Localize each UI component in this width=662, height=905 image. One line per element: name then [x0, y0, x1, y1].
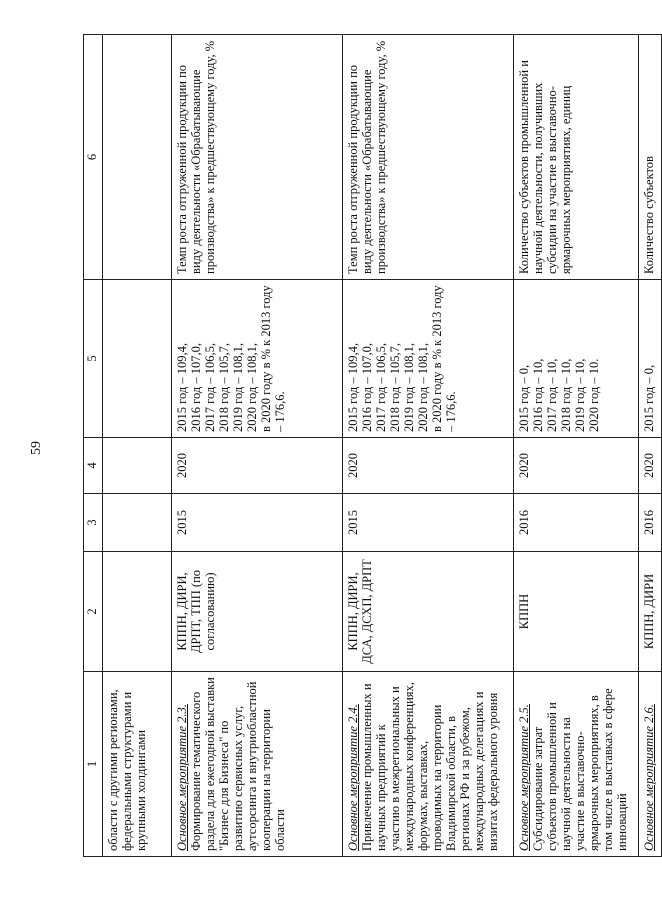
- end-year-cell: 2020: [343, 438, 514, 494]
- measure-title: Основное мероприятие 2.4.: [346, 704, 360, 851]
- end-year-cell: 2020: [639, 438, 662, 494]
- end-year-cell: 2020: [514, 438, 639, 494]
- start-year-cell: 2016: [639, 494, 662, 552]
- header-col-4: 4: [84, 438, 103, 494]
- value-line: 2015 год – 0,: [642, 364, 656, 432]
- value-line: в 2020 году в % к 2013 году – 176,6.: [430, 285, 458, 432]
- value-line: 2020 год – 108,1,: [416, 343, 430, 432]
- indicator-cell: Количество субъектов: [639, 35, 662, 280]
- rotated-table-container: [83, 35, 656, 857]
- executors-cell: КППН, ДИРИ: [639, 552, 662, 672]
- measures-table: [83, 34, 662, 857]
- measure-text: Привлечение промышленных и научных предприятий к участию в межрегиональных и международных конференциях, форумах, выставках, проводимых на территории Владимирской области, в регионах РФ и за рубежом, международных делегациях и визитах федерального уровня: [360, 682, 500, 851]
- start-year-cell: 2015: [343, 494, 514, 552]
- value-line: 2016 год – 107,0,: [360, 343, 374, 432]
- executors-cell: [103, 552, 172, 672]
- value-line: 2019 год – 10,: [573, 358, 587, 432]
- header-row: [84, 35, 103, 857]
- values-cell: [172, 280, 343, 438]
- indicator-cell: Темп роста отгруженной продукции по виду деятельности «Обрабатывающие производства» к предшествующему году, %: [172, 35, 343, 280]
- values-cell: [103, 280, 172, 438]
- value-line: 2016 год – 10,: [531, 358, 545, 432]
- indicator-cell: [103, 35, 172, 280]
- value-line: 2019 год – 108,1,: [231, 343, 245, 432]
- start-year-cell: 2016: [514, 494, 639, 552]
- indicator-cell: Количество субъектов промышленной и научной деятельности, получивших субсидии на участие в выставочно-ярмарочных мероприятиях, единиц: [514, 35, 639, 280]
- value-line: 2016 год – 107,0,: [189, 343, 203, 432]
- start-year-cell: 2015: [172, 494, 343, 552]
- header-col-2: 2: [84, 552, 103, 672]
- table-row: [103, 35, 172, 857]
- value-line: 2017 год – 106,5,: [203, 343, 217, 432]
- measure-text: Субсидирование затрат субъектов промышленной и научной деятельности на участие в выставочно-ярмарочных мероприятиях, в том числе в выставках в сфере инноваций: [531, 688, 629, 851]
- values-cell: [343, 280, 514, 438]
- table-row: [343, 35, 514, 857]
- value-line: 2017 год – 10,: [545, 358, 559, 432]
- start-year-cell: [103, 494, 172, 552]
- table-row: [172, 35, 343, 857]
- end-year-cell: 2020: [172, 438, 343, 494]
- executors-cell: КППН, ДИРИ, ДРПТ, ТПП (по согласованию): [172, 552, 343, 672]
- executors-cell: КППН: [514, 552, 639, 672]
- value-line: в 2020 году в % к 2013 году – 176,6.: [259, 285, 287, 432]
- values-cell: [639, 280, 662, 438]
- value-line: 2017 год – 106,5,: [374, 343, 388, 432]
- header-col-6: 6: [84, 35, 103, 280]
- measure-cell: [172, 672, 343, 857]
- measure-title: Основное мероприятие 2.6.: [642, 704, 656, 851]
- value-line: 2020 год – 108,1,: [245, 343, 259, 432]
- value-line: 2015 год – 0,: [517, 364, 531, 432]
- value-line: 2018 год – 105,7,: [388, 343, 402, 432]
- measure-title: Основное мероприятие 2.3.: [175, 704, 189, 851]
- measure-cell: [343, 672, 514, 857]
- value-line: 2018 год – 10,: [559, 358, 573, 432]
- values-cell: [514, 280, 639, 438]
- header-col-5: 5: [84, 280, 103, 438]
- measure-cell: области с другими регионами, федеральными структурами и крупными холдингами: [103, 672, 172, 857]
- measure-cell: [639, 672, 662, 857]
- executors-cell: КППН, ДИРИ, ДСА, ДСХП, ДРПТ: [343, 552, 514, 672]
- value-line: 2015 год – 109,4,: [175, 343, 189, 432]
- value-line: 2018 год – 105,7,: [217, 343, 231, 432]
- page-number: 59: [29, 441, 44, 455]
- table-row: [514, 35, 639, 857]
- end-year-cell: [103, 438, 172, 494]
- table-row: [639, 35, 662, 857]
- indicator-cell: Темп роста отгруженной продукции по виду деятельности «Обрабатывающие производства» к предшествующему году, %: [343, 35, 514, 280]
- measure-title: Основное мероприятие 2.5.: [517, 704, 531, 851]
- value-line: 2015 год – 109,4,: [346, 343, 360, 432]
- measure-cell: [514, 672, 639, 857]
- value-line: 2019 год – 108,1,: [402, 343, 416, 432]
- header-col-3: 3: [84, 494, 103, 552]
- header-col-1: 1: [84, 672, 103, 857]
- value-line: 2020 год – 10.: [587, 358, 601, 432]
- measure-text: Формирование тематического раздела для ежегодной выставки "Бизнес для Бизнеса" по развитию сервисных услуг, аутсорсинга и внутриобластной кооперации на территории области: [189, 677, 287, 851]
